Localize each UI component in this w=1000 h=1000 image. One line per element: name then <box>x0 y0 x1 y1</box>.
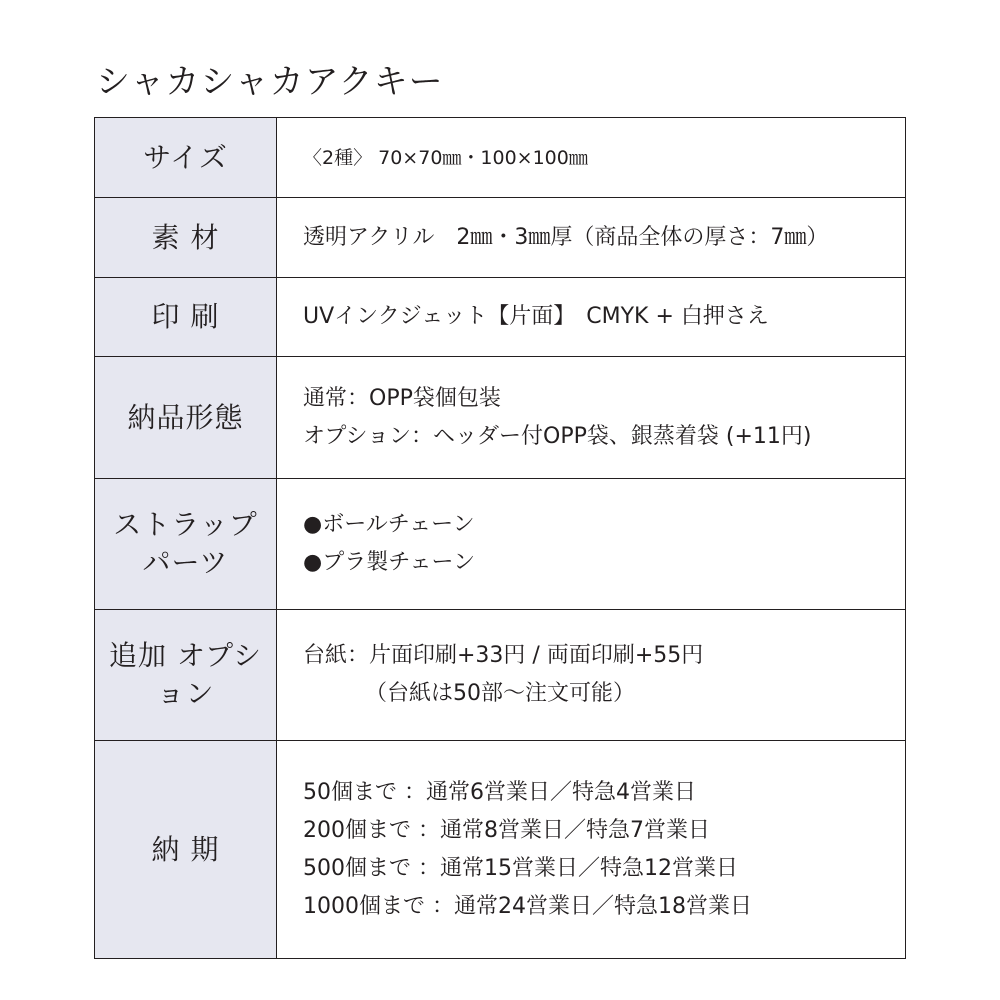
row-value-delivery-form <box>277 357 906 479</box>
table-row-lead-time <box>95 741 906 959</box>
table-row-material <box>95 198 906 278</box>
row-value-line: 通常：OPP袋個包装 <box>303 385 501 411</box>
row-header-label: 印 刷 <box>151 300 220 333</box>
row-header-extra-options <box>95 610 277 741</box>
list-item: ●プラ製チェーン <box>303 550 476 575</box>
row-header-lead-time <box>95 741 277 959</box>
row-value-print <box>277 278 906 357</box>
list-item: 500個まで ：通常15営業日／特急12営業日 <box>303 855 738 881</box>
row-header-strap-parts <box>95 479 277 610</box>
row-value-lead-time <box>277 741 906 959</box>
table-row-print <box>95 278 906 357</box>
row-header-label: 納品形態 <box>127 400 244 434</box>
row-header-size <box>95 118 277 198</box>
row-header-label: オプション <box>156 639 262 710</box>
row-value-line: 台紙：片面印刷+33円 / 両面印刷+55円 <box>303 643 704 668</box>
table-row-delivery-form <box>95 357 906 479</box>
row-header-label: 素 材 <box>151 220 220 254</box>
row-value-line: （台紙は50部～注文可能） <box>365 681 635 706</box>
row-header-label: パーツ <box>142 546 229 579</box>
list-item: ●ボールチェーン <box>303 512 475 537</box>
spec-table <box>94 117 906 959</box>
row-header-print <box>95 278 277 357</box>
row-value-line: 透明アクリル 2㎜・3㎜厚（商品全体の厚さ：7㎜） <box>303 224 829 250</box>
row-value-strap-parts <box>277 479 906 610</box>
row-header-material <box>95 198 277 278</box>
row-value-size <box>277 118 906 198</box>
row-header-delivery-form <box>95 357 277 479</box>
row-value-material <box>277 198 906 278</box>
row-header-label: サイズ <box>143 140 228 174</box>
row-value-line: 〈2種〉 70×70㎜・100×100㎜ <box>303 146 588 169</box>
row-value-line: UVインクジェット【片面】 CMYK + 白押さえ <box>303 304 769 329</box>
list-item: 50個まで ：通常6営業日／特急4営業日 <box>303 779 696 805</box>
row-header-label: 追加 <box>109 639 168 672</box>
list-item: 1000個まで ：通常24営業日／特急18営業日 <box>303 893 752 919</box>
row-value-extra-options <box>277 610 906 741</box>
table-row-size <box>95 118 906 198</box>
row-header-label: ストラップ <box>113 508 258 541</box>
row-header-label: 納 期 <box>151 832 220 866</box>
list-item: 200個まで ：通常8営業日／特急7営業日 <box>303 817 710 843</box>
table-row-strap-parts <box>95 479 906 610</box>
row-value-line: オプション：ヘッダー付OPP袋、銀蒸着袋 (+11円) <box>303 423 812 449</box>
table-row-extra-options <box>95 610 906 741</box>
page-title: シャカシャカアクキー <box>96 62 444 102</box>
